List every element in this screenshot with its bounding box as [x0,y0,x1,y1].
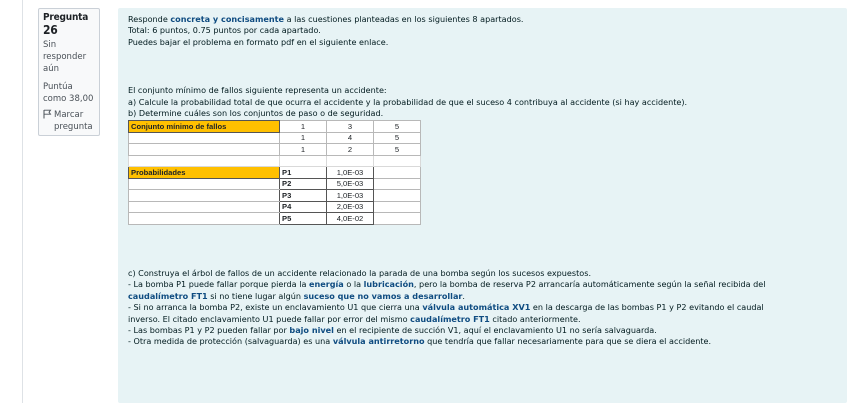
cut-sets-header-row [129,121,421,133]
cell: 4 [327,132,374,144]
part-c-line-7: - Otra medida de protección (salvaguarda) es una válvula antirretorno que tendría que fallar necesariamente para que se diera el accidente. [128,336,712,347]
part-c-line-4: - Si no arranca la bomba P2, existe un enclavamiento U1 que cierra una válvula automática XV1 en la descarga de las bombas P1 y P2 evitando el caudal [128,302,764,313]
intro-line-2: Total: 6 puntos, 0.75 puntos por cada apartado. [128,25,321,36]
prob-value: 1,0E-03 [327,190,374,202]
prob-name: P5 [280,213,327,225]
cell: 3 [327,121,374,133]
flag-icon[interactable] [43,109,52,133]
flag-question-label[interactable]: Marcar pregunta [54,110,93,132]
cell: 5 [374,144,421,156]
question-info-panel [38,8,100,136]
cell: 1 [280,121,327,133]
cut-sets-row [129,132,421,144]
part-ab-line-1: El conjunto mínimo de fallos siguiente representa un accidente: [128,85,387,96]
cell: 1 [280,132,327,144]
flag-question-link[interactable] [43,109,95,133]
cell: 1 [280,144,327,156]
probabilities-row [129,178,421,190]
question-state: Sin responder aún [43,40,87,74]
intro-line-1: Responde concreta y concisamente a las cuestiones planteadas en los siguientes 8 apartados. [128,14,524,24]
intro-line-3: Puedes bajar el problema en formato pdf en el siguiente enlace. [128,36,389,47]
probabilities-header: Probabilidades [129,167,280,179]
prob-name: P4 [280,201,327,213]
part-ab-line-2: a) Calcule la probabilidad total de que ocurra el accidente y la probabilidad de que el suceso 4 contribuya al accidente (si hay accidente). [128,96,688,107]
question-number-value: 26 [43,23,58,37]
question-number [43,12,95,37]
cell: 2 [327,144,374,156]
prob-name: P3 [280,190,327,202]
prob-value: 2,0E-03 [327,201,374,213]
prob-name: P2 [280,178,327,190]
probabilities-row [129,201,421,213]
part-c-line-2: - La bomba P1 puede fallar porque pierda la energía o la lubricación, pero la bomba de reserva P2 arrancaría automáticamente según la señal recibida del [128,279,766,290]
part-c-line-5: inverso. El citado enclavamiento U1 puede fallar por error del mismo caudalímetro FT1 citado anteriormente. [128,313,581,324]
part-ab-line-3: b) Determine cuáles son los conjuntos de paso o de seguridad. [128,108,384,119]
question-text-area [118,8,847,403]
prob-name: P1 [280,167,327,179]
part-c-line-6: - Las bombas P1 y P2 pueden fallar por bajo nivel en el recipiente de succión V1, aquí el enclavamiento U1 no sería salvaguarda. [128,324,657,335]
probabilities-row [129,190,421,202]
cell: 5 [374,121,421,133]
question-label: Pregunta [43,12,89,23]
part-c-line-1: c) Construya el árbol de fallos de un accidente relacionado la parada de una bomba según los sucesos expuestos. [128,267,592,278]
probabilities-row [129,213,421,225]
prob-value: 4,0E-02 [327,213,374,225]
cell: 5 [374,132,421,144]
data-table-image [128,120,421,225]
prob-value: 1,0E-03 [327,167,374,179]
cut-sets-row [129,144,421,156]
probabilities-row [129,167,421,179]
prob-value: 5,0E-03 [327,178,374,190]
left-border-line [22,0,23,403]
cut-sets-header: Conjunto mínimo de fallos [129,121,280,133]
part-c-line-3: caudalímetro FT1 si no tiene lugar algún suceso que no vamos a desarrollar. [128,290,465,301]
question-grade: Puntúa como 38,00 [43,82,94,104]
